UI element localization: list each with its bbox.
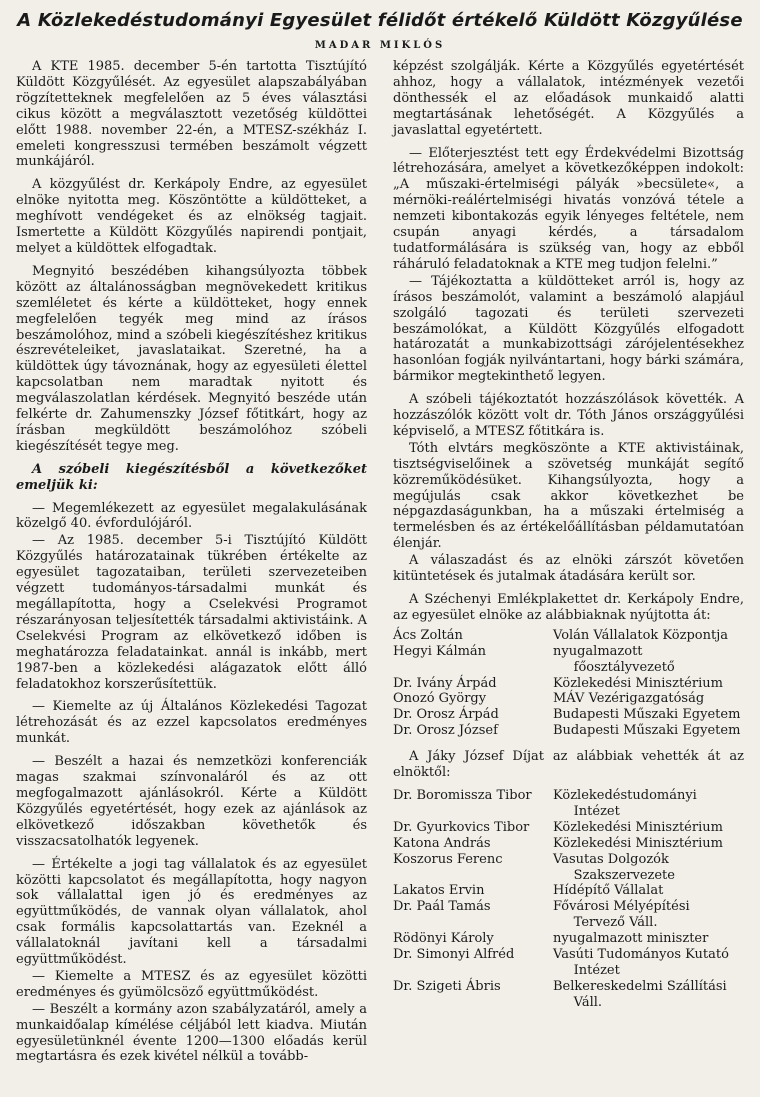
award-row bbox=[393, 676, 744, 692]
recipient-organization: Vasúti Tudományos Kutató bbox=[553, 947, 729, 963]
recipient-organization: Intézet bbox=[553, 803, 620, 819]
paragraph: — Előterjesztést tett egy Érdekvédelmi Bizottság létrehozására, amelyet a következőképpen indokolt: „A műszaki-értelmiségi pályák »becsülete«, a mérnöki-reálértelmiségi hivatás vonzóvá tétele a nemzeti kibontakozás egyik lényeges feltétele, nem csupán anyagi kérdés, a társadalom tudatformálására is szükség van, hogy az ebből ráháruló feladatoknak a KTE meg tudjon felelni.” bbox=[393, 145, 744, 272]
recipient-organization: Vasutas Dolgozók bbox=[553, 851, 669, 867]
paragraph: — Megemlékezett az egyesület megalakulásának közelgő 40. évfordulójáról. bbox=[16, 500, 367, 532]
recipient-organization: Közlekedési Minisztérium bbox=[553, 819, 723, 835]
award-row bbox=[393, 852, 744, 868]
award-row bbox=[393, 660, 744, 676]
award-row bbox=[393, 723, 744, 739]
paragraph: — Kiemelte az új Általános Közlekedési Tagozat létrehozását és az ezzel kapcsolatos eredményes munkát. bbox=[16, 699, 367, 747]
left-column bbox=[16, 59, 367, 1072]
recipient-name: Dr. Boromissza Tibor bbox=[393, 787, 532, 803]
recipient-organization: Szakszervezete bbox=[553, 867, 675, 883]
paragraph: A Jáky József Díjat az alábbiak vehették át az elnöktől: bbox=[393, 749, 744, 781]
paragraph: A közgyűlést dr. Kerkápoly Endre, az egyesület elnöke nyitotta meg. Köszöntötte a küldötteket, a meghívott vendégeket és az elnökség tagjait. Ismertette a Küldött Közgyűlés napirendi pontjait, melyet a küldöttek elfogadtak. bbox=[16, 177, 367, 256]
paragraph: — Tájékoztatta a küldötteket arról is, hogy az írásos beszámolót, valamint a beszámoló alapjául szolgáló tagozati és területi szervezeti beszámolókat, a Küldött Közgyűlés elfogadott határozatát a munkabizottsági zárójelentésekhez hasonlóan fogják nyilvántartani, hogy bárki számára, bármikor megtekinthető legyen. bbox=[393, 273, 744, 385]
recipient-name: Dr. Gyurkovics Tibor bbox=[393, 819, 530, 835]
award-row bbox=[393, 963, 744, 979]
recipient-organization: Közlekedési Minisztérium bbox=[553, 835, 723, 851]
recipient-organization: Hídépítő Vállalat bbox=[553, 883, 664, 899]
recipient-name: Dr. Paál Tamás bbox=[393, 899, 491, 915]
recipient-name: Rödönyi Károly bbox=[393, 931, 494, 947]
recipient-organization: Váll. bbox=[553, 994, 603, 1010]
recipient-name bbox=[393, 660, 553, 676]
paragraph: — Az 1985. december 5-i Tisztújító Küldött Közgyűlés határozatainak tükrében értékelte az egyesület tagozataiban, területi szervezeteiben végzett tudományos-társadalmi munkát és megállapította, hogy a Cselekvési Programot részarányosan teljesítették társadalmi aktivistáink. A Cselekvési Program az elkövetkező időben is meghatározza feladatainkat. annál is inkább, mert 1987-ben a közlekedési alágazatok előtt álló feladatokhoz korszerűsítettük. bbox=[16, 533, 367, 692]
award-row bbox=[393, 644, 744, 660]
paragraph: — Kiemelte a MTESZ és az egyesület közötti eredményes és gyümölcsöző együttműködést. bbox=[16, 968, 367, 1000]
award-row bbox=[393, 899, 744, 915]
recipient-organization: Budapesti Műszaki Egyetem bbox=[553, 723, 741, 739]
award-row bbox=[393, 883, 744, 899]
right-column bbox=[393, 59, 744, 1072]
award-list-jaky bbox=[393, 788, 744, 1011]
recipient-name: Dr. Orosz József bbox=[393, 723, 498, 739]
award-row bbox=[393, 691, 744, 707]
paragraph: képzést szolgálják. Kérte a Közgyűlés egyetértését ahhoz, hogy a vállalatok, intézmények vezetői dönthessék el az előadások munkaidő alatti megtartásának lehetőségét. A Közgyűlés a javaslattal egyetértett. bbox=[393, 59, 744, 138]
award-row bbox=[393, 804, 744, 820]
article-title: A Közlekedéstudományi Egyesület félidőt értékelő Küldött Közgyűlése bbox=[17, 10, 743, 31]
recipient-name: Dr. Orosz Árpád bbox=[393, 707, 499, 723]
paragraph: Megnyitó beszédében kihangsúlyozta többek között az általánosságban megnövekedett kritikus szemléletet és kérte a küldötteket, hogy ennek megfelelően tegyék meg mind az írásos beszámolóhoz, mind a szóbeli kiegészítéshez kritikus észrevételeiket, javaslataikat. Szeretné, ha a küldöttek úgy távoznának, hogy az egyesületi élettel kapcsolatban nem maradtak nyitott és megválaszolatlan kérdések. Megnyitó beszéde után felkérte dr. Zahumenszky József főtitkárt, hogy az írásban megküldött beszámolóhoz szóbeli kiegészítését tegye meg. bbox=[16, 263, 367, 454]
recipient-name: Koszorus Ferenc bbox=[393, 851, 503, 867]
recipient-name: Dr. Simonyi Alfréd bbox=[393, 947, 515, 963]
paragraph: — Beszélt a kormány azon szabályzatáról, amely a munkaidőalap kímélése céljából lett kiadva. Miután egyesületünknél évente 1200—1300 előadás kerül megtartásra és ezek kivétel nélkül a tovább- bbox=[16, 1001, 367, 1065]
recipient-organization: Intézet bbox=[553, 962, 620, 978]
recipient-name bbox=[393, 963, 553, 979]
award-row bbox=[393, 931, 744, 947]
recipient-name: Dr. Szigeti Ábris bbox=[393, 978, 501, 994]
section-subheading: A szóbeli kiegészítésből a következőket emeljük ki: bbox=[16, 461, 367, 493]
recipient-name: Onozó György bbox=[393, 691, 487, 707]
recipient-organization: Közlekedéstudományi bbox=[553, 787, 697, 803]
recipient-organization: főosztályvezető bbox=[553, 659, 675, 675]
paragraph: Tóth elvtárs megköszönte a KTE aktivistáinak, tisztségviselőinek a szövetség munkáját segítő közreműködésüket. Kihangsúlyozta, hogy a megújulás csak akkor következhet be népgazdaságunkban, ha a műszaki értelmiség a termelésben és az értékelőállításban példamutatóan élenjár. bbox=[393, 440, 744, 552]
recipient-organization: Tervező Váll. bbox=[553, 915, 658, 931]
recipient-name bbox=[393, 995, 553, 1011]
recipient-organization: Belkereskedelmi Szállítási bbox=[553, 978, 727, 994]
recipient-organization: Volán Vállalatok Központja bbox=[553, 627, 728, 643]
award-row bbox=[393, 995, 744, 1011]
award-row bbox=[393, 947, 744, 963]
recipient-organization: MÁV Vezérigazgatóság bbox=[553, 691, 705, 707]
recipient-organization: Közlekedési Minisztérium bbox=[553, 675, 723, 691]
paragraph: A szóbeli tájékoztatót hozzászólások követték. A hozzászólók között volt dr. Tóth János országgyűlési képviselő, a MTESZ főtitkára is. bbox=[393, 392, 744, 439]
recipient-name: Hegyi Kálmán bbox=[393, 643, 487, 659]
paragraph: A Széchenyi Emlékplakettet dr. Kerkápoly Endre, az egyesület elnöke az alábbiaknak nyújtotta át: bbox=[393, 592, 744, 623]
award-row bbox=[393, 915, 744, 931]
recipient-name bbox=[393, 868, 553, 884]
paragraph: — Értékelte a jogi tag vállalatok és az egyesület közötti kapcsolatot és megállapította, hogy nagyon sok vállalattal igen jó és eredményes az együttműködés, de vannak olyan vállalatok, ahol csak formális kapcsolattartás van. Ezeknél a vállalatoknál javítani kell a társadalmi együttműködést. bbox=[16, 856, 367, 968]
recipient-organization: nyugalmazott miniszter bbox=[553, 931, 709, 947]
recipient-organization: nyugalmazott bbox=[553, 643, 643, 659]
article-author: MADAR MIKLÓS bbox=[314, 40, 446, 51]
award-row bbox=[393, 628, 744, 644]
paragraph: A válaszadást és az elnöki zárszót követően kitüntetések és jutalmak átadására került sor. bbox=[393, 553, 744, 585]
award-row bbox=[393, 788, 744, 804]
recipient-organization: Budapesti Műszaki Egyetem bbox=[553, 707, 741, 723]
paragraph: — Beszélt a hazai és nemzetközi konferenciák magas szakmai színvonaláról és az ott megfogalmazott ajánlásokról. Kérte a Küldött Közgyűlés egyetértését, hogy ezek az ajánlások az elkövetkező időszakban követhetők és visszacsatolhatók legyenek. bbox=[16, 754, 367, 849]
recipient-name bbox=[393, 915, 553, 931]
award-row bbox=[393, 707, 744, 723]
award-row bbox=[393, 979, 744, 995]
award-row bbox=[393, 820, 744, 836]
award-list-szechenyi bbox=[393, 628, 744, 739]
paragraph: A KTE 1985. december 5-én tartotta Tisztújító Küldött Közgyűlését. Az egyesület alapszabályában rögzítetteknek megfelelően az 5 éves választási cikus között a megválasztott vezetőség küldöttei előtt 1988. november 22-én, a MTESZ-székház I. emeleti kongresszusi termében beszámolt végzett munkájáról. bbox=[16, 59, 367, 170]
recipient-name: Katona András bbox=[393, 835, 491, 851]
recipient-name: Dr. Ivány Árpád bbox=[393, 675, 497, 691]
recipient-organization: Fővárosi Mélyépítési bbox=[553, 899, 690, 915]
recipient-name bbox=[393, 804, 553, 820]
award-row bbox=[393, 868, 744, 884]
award-row bbox=[393, 836, 744, 852]
article-body bbox=[8, 59, 752, 1072]
recipient-name: Ács Zoltán bbox=[393, 627, 463, 643]
recipient-name: Lakatos Ervin bbox=[393, 883, 485, 899]
